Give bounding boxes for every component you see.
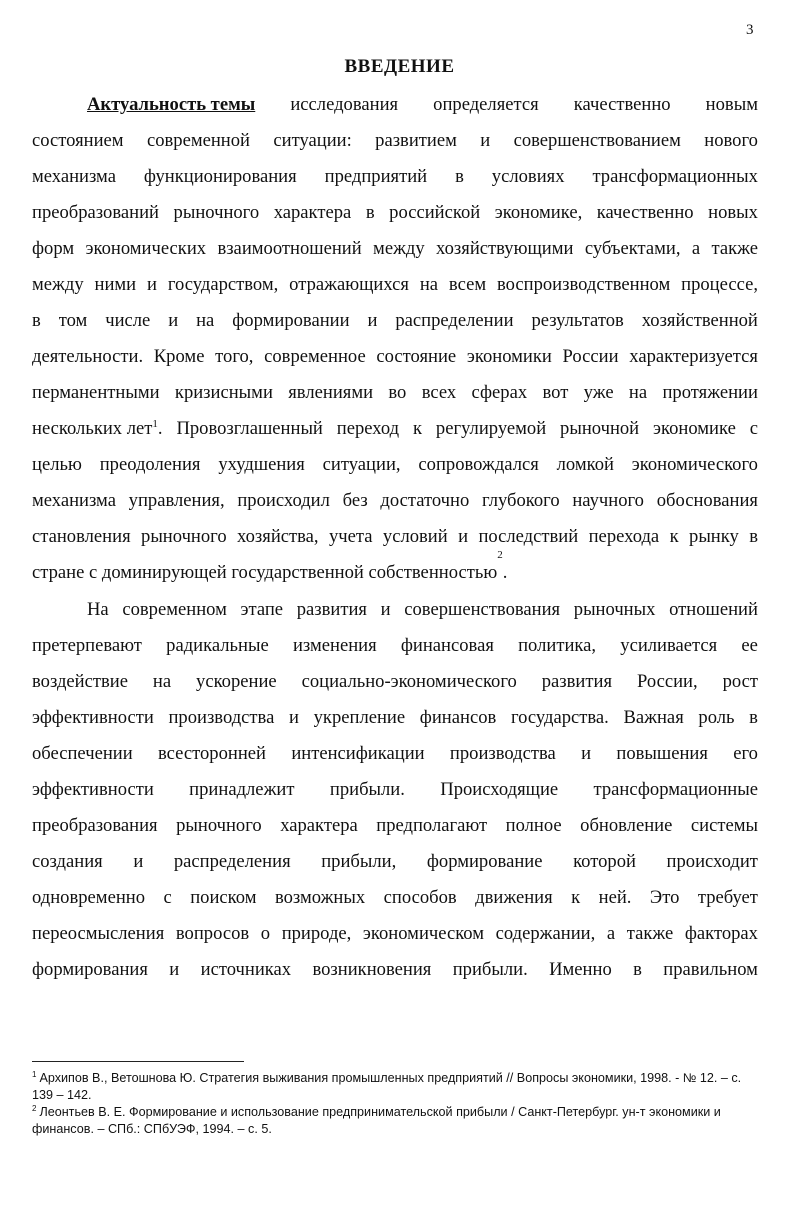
paragraph-2 <box>32 592 758 988</box>
word: управления, <box>128 490 225 511</box>
footnote-text: Архипов В., Ветошнова Ю. Стратегия выживания промышленных предприятий // Вопросы экономики, 1998. - № 12. – с. 139 – 142. <box>32 1071 742 1102</box>
word: производства <box>449 743 556 764</box>
word: ломкой <box>556 454 614 475</box>
word: достаточно <box>380 490 470 511</box>
word: исследования <box>290 94 399 115</box>
word: на <box>152 671 172 692</box>
word: социально-экономического <box>301 671 517 692</box>
word: развития <box>541 671 613 692</box>
word: функционирования <box>143 166 297 187</box>
word: всесторонней <box>158 743 266 764</box>
word: российской <box>389 202 481 223</box>
paragraph-1 <box>32 87 758 591</box>
word: интенсификации <box>291 743 425 764</box>
word: кризисными <box>174 382 273 403</box>
paragraph-line <box>32 880 758 916</box>
paragraph-line <box>32 952 758 988</box>
word: роль <box>698 707 735 728</box>
word: России <box>562 346 619 367</box>
word: рыночного <box>141 526 227 547</box>
paragraph-line <box>32 628 758 664</box>
word: рыночного <box>173 202 260 223</box>
paragraph-line <box>32 267 758 303</box>
word: современном <box>122 599 227 620</box>
footnote-number: 1 <box>32 1069 37 1079</box>
word: экономике, <box>494 202 583 223</box>
word: возможных <box>274 887 366 908</box>
word: прибыли. <box>452 959 528 980</box>
word: государства. <box>510 707 609 728</box>
word: преодоления <box>99 454 201 475</box>
footnote-separator <box>32 1061 244 1062</box>
word: эффективности <box>32 779 154 800</box>
paragraph-line <box>32 808 758 844</box>
word: претерпевают <box>32 635 142 656</box>
paragraph-line <box>32 375 758 411</box>
word: требует <box>697 887 758 908</box>
word: числе <box>105 310 151 331</box>
word: механизма <box>32 166 116 187</box>
word: ускорение <box>196 671 277 692</box>
word: хозяйственной <box>641 310 758 331</box>
word: системы <box>690 815 758 836</box>
word: отражающихся <box>289 274 409 295</box>
word: протяжении <box>662 382 758 403</box>
word: уже <box>583 382 614 403</box>
word: эффективности <box>32 707 154 728</box>
relevance-heading: Актуальность темы <box>87 94 256 115</box>
word: том <box>58 310 88 331</box>
word: государством, <box>167 274 279 295</box>
word: предприятий <box>324 166 428 187</box>
paragraph-line <box>32 549 758 591</box>
word: экономики <box>466 346 552 367</box>
paragraph-line <box>32 519 758 555</box>
word: процессе, <box>681 274 758 295</box>
word: учета <box>328 526 373 547</box>
word: и <box>133 851 144 872</box>
word: движения <box>475 887 553 908</box>
word: на <box>196 310 215 331</box>
word: происходил <box>237 490 330 511</box>
word: определяется <box>433 94 539 115</box>
word: последствий <box>478 526 579 547</box>
word: факторах <box>684 923 758 944</box>
word: прибыли, <box>321 851 397 872</box>
word: обеспечении <box>32 743 133 764</box>
word: а <box>691 238 701 259</box>
word: ее <box>741 635 758 656</box>
word: новым <box>705 94 758 115</box>
footnotes <box>32 1070 758 1138</box>
word: нового <box>704 130 758 151</box>
word: Провозглашенный <box>176 418 323 439</box>
word: состоянием <box>32 130 124 151</box>
paragraph-line <box>32 700 758 736</box>
word: Происходящие <box>440 779 559 800</box>
word: экономического <box>631 454 758 475</box>
word: современной <box>146 130 250 151</box>
last-line-text: стране с доминирующей государственной собственностью <box>32 562 498 583</box>
word: способов <box>383 887 457 908</box>
word: условий <box>382 526 448 547</box>
word: финансовая <box>400 635 494 656</box>
word: рыночной <box>560 418 640 439</box>
word: глубокого <box>482 490 560 511</box>
word: правильном <box>663 959 758 980</box>
word: рост <box>722 671 758 692</box>
word: Это <box>649 887 680 908</box>
word: и <box>480 130 491 151</box>
word: воспроизводственном <box>496 274 671 295</box>
word: всех <box>421 382 457 403</box>
word: преобразований <box>32 202 159 223</box>
word: взаимоотношений <box>217 238 362 259</box>
footnote-2 <box>32 1104 758 1138</box>
word: совершенствованием <box>513 130 681 151</box>
word: воздействие <box>32 671 128 692</box>
word: регулируемой <box>435 418 547 439</box>
word: изменения <box>292 635 377 656</box>
word: между <box>373 238 425 259</box>
paragraph-line <box>32 483 758 519</box>
word: характера <box>273 202 352 223</box>
word: одновременно <box>32 887 146 908</box>
word: происходит <box>666 851 758 872</box>
word: ухудшения <box>218 454 305 475</box>
footnote-ref-2[interactable]: 2 <box>497 549 503 561</box>
word: в <box>749 707 758 728</box>
paragraph-line <box>32 447 758 483</box>
word: и <box>168 310 179 331</box>
word: обновление <box>580 815 673 836</box>
word: этапе <box>240 599 284 620</box>
word: в <box>633 959 642 980</box>
word: природе, <box>281 923 352 944</box>
paragraph-line <box>32 123 758 159</box>
word: сопровождался <box>418 454 539 475</box>
word: в <box>32 310 41 331</box>
word: состояние <box>376 346 457 367</box>
word: в <box>749 526 758 547</box>
word: обоснования <box>656 490 758 511</box>
word: на <box>628 382 648 403</box>
footnote-1 <box>32 1070 758 1104</box>
word: новых <box>708 202 758 223</box>
word: России, <box>636 671 698 692</box>
paragraph-line <box>32 159 758 195</box>
word: формирования <box>32 959 148 980</box>
word: радикальные <box>166 635 269 656</box>
paragraph-line <box>32 303 758 339</box>
footnote-ref-1[interactable]: 1 <box>152 417 158 430</box>
word: экономическом <box>362 923 485 944</box>
word: возникновения <box>312 959 432 980</box>
word: политика, <box>518 635 597 656</box>
word: в <box>455 166 464 187</box>
word: ними <box>94 274 137 295</box>
word: всем <box>448 274 487 295</box>
paragraph-line <box>32 736 758 772</box>
word: и <box>169 959 180 980</box>
word: результатов <box>531 310 624 331</box>
word: ней. <box>598 887 632 908</box>
paragraph-line <box>32 916 758 952</box>
word: сферах <box>471 382 528 403</box>
word: деятельности. <box>32 346 144 367</box>
word: совершенствования <box>404 599 561 620</box>
word: ситуации, <box>322 454 401 475</box>
word: На <box>87 599 109 620</box>
word: хозяйства, <box>237 526 319 547</box>
word: форм <box>32 238 75 259</box>
word: трансформационных <box>592 166 758 187</box>
word: также <box>626 923 674 944</box>
word: содержании, <box>495 923 596 944</box>
word: формирование <box>426 851 543 872</box>
word: переход <box>336 418 400 439</box>
word: целью <box>32 454 82 475</box>
word: субъектами, <box>584 238 681 259</box>
word: качественно <box>596 202 694 223</box>
page-number: 3 <box>746 22 754 38</box>
word: к <box>669 526 679 547</box>
word: и <box>289 707 299 728</box>
word: условиях <box>491 166 565 187</box>
paragraph-line <box>32 231 758 267</box>
word: без <box>342 490 368 511</box>
word: преобразования <box>32 815 158 836</box>
word: производства <box>168 707 275 728</box>
word: укрепление <box>313 707 406 728</box>
word: а <box>606 923 616 944</box>
word: поиском <box>190 887 257 908</box>
word: рынку <box>689 526 739 547</box>
word: принадлежит <box>189 779 295 800</box>
footnote-text: Леонтьев В. Е. Формирование и использование предпринимательской прибыли / Санкт-Петербург. ун-т экономики и финансов. – СПб.: СПбУЭФ, 1994. – с. 5. <box>32 1105 721 1136</box>
word: рыночных <box>573 599 656 620</box>
paragraph-line <box>32 844 758 880</box>
word: качественно <box>573 94 671 115</box>
word: явлениями <box>288 382 374 403</box>
footnote-number: 2 <box>32 1103 37 1113</box>
word: и <box>367 310 378 331</box>
word: механизма <box>32 490 116 511</box>
word: создания <box>32 851 103 872</box>
word: полное <box>505 815 562 836</box>
word: рыночного <box>176 815 262 836</box>
paragraph-line <box>32 664 758 700</box>
word: развития <box>296 599 367 620</box>
paragraph-line <box>32 592 758 628</box>
word: усиливается <box>620 635 718 656</box>
word: Важная <box>623 707 684 728</box>
paragraph-line <box>32 339 758 375</box>
word: Кроме <box>153 346 205 367</box>
word: также <box>711 238 758 259</box>
word: распределения <box>173 851 291 872</box>
word: на <box>419 274 439 295</box>
word: прибыли. <box>329 779 405 800</box>
word: того, <box>215 346 254 367</box>
word: трансформационные <box>593 779 758 800</box>
paragraph-line <box>32 87 758 123</box>
word: его <box>733 743 758 764</box>
word: между <box>32 274 84 295</box>
word: экономике <box>653 418 736 439</box>
word: в <box>365 202 375 223</box>
word: предполагают <box>376 815 488 836</box>
word: о <box>260 923 271 944</box>
word: экономических <box>85 238 207 259</box>
word: научного <box>572 490 644 511</box>
word: и <box>581 743 592 764</box>
word: становления <box>32 526 131 547</box>
word: перманентными <box>32 382 160 403</box>
word: формировании <box>232 310 350 331</box>
paragraph-line <box>32 195 758 231</box>
word: переосмысления <box>32 923 165 944</box>
end-dot: . <box>502 562 508 583</box>
word: и <box>458 526 469 547</box>
word: характеризуется <box>629 346 758 367</box>
word: во <box>388 382 407 403</box>
word: распределении <box>395 310 514 331</box>
word: Именно <box>549 959 612 980</box>
paragraph-line <box>32 772 758 808</box>
word: которой <box>573 851 636 872</box>
word: современное <box>264 346 366 367</box>
word: к <box>412 418 423 439</box>
word: и <box>147 274 157 295</box>
word: повышения <box>616 743 708 764</box>
word: финансов <box>419 707 497 728</box>
word: с <box>749 418 758 439</box>
word: источниках <box>200 959 292 980</box>
word: перехода <box>588 526 660 547</box>
word: вопросов <box>175 923 250 944</box>
word: и <box>380 599 391 620</box>
page-title: ВВЕДЕНИЕ <box>344 56 455 77</box>
paragraph-line <box>32 411 758 447</box>
word: развитием <box>375 130 457 151</box>
line-with-footnote-1: нескольких лет$^1$. <box>32 417 163 439</box>
word: вот <box>542 382 569 403</box>
word: хозяйствующими <box>436 238 574 259</box>
word: к <box>571 887 581 908</box>
word: ситуации: <box>273 130 352 151</box>
word: с <box>163 887 172 908</box>
word: отношений <box>669 599 758 620</box>
word: характера <box>280 815 358 836</box>
